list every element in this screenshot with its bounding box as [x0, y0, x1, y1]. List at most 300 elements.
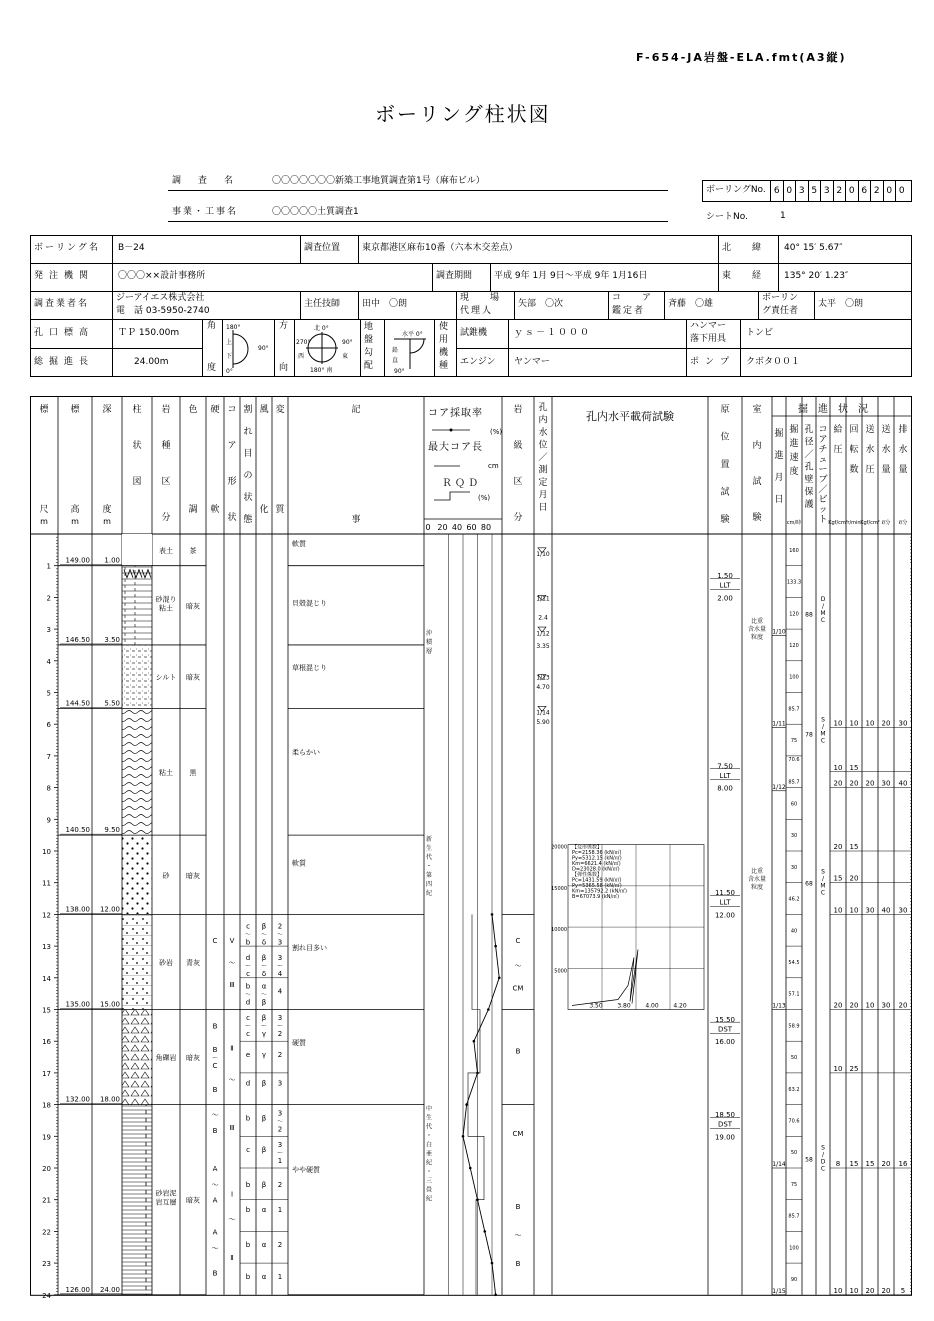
weathering-mark: α	[261, 1241, 267, 1250]
hardness-mark: B	[212, 1022, 218, 1031]
unit-m-depth: m	[103, 517, 111, 526]
lateral-test-note: 【弾性係数】	[572, 872, 603, 879]
agent-label-2: 代理人	[460, 306, 494, 316]
dir-mark-s: 180° 南	[310, 367, 333, 374]
core-shape-header: コア形状	[227, 405, 237, 523]
boring-no-digit: 2	[870, 180, 883, 202]
crack-mark: e	[245, 1050, 251, 1059]
angle-label-2: 度	[207, 363, 217, 373]
elev-label: 孔口標高	[34, 328, 95, 338]
crack-mark: 〜	[244, 991, 252, 999]
core-shape-mark: 〜	[228, 1215, 236, 1224]
machine-label: 使用機種	[439, 322, 449, 371]
rock-grade-mark: B	[515, 1203, 521, 1212]
in-situ-mark: 1.50	[717, 572, 733, 581]
drill-param-mark: 20	[833, 1001, 843, 1010]
core-tube-mark: /	[821, 602, 825, 610]
rig-label: 試錐機	[460, 328, 488, 338]
rqd-label: ＲＱＤ	[442, 478, 481, 489]
weathering-mark: γ	[261, 1030, 267, 1039]
core-tube-mark: /	[821, 1151, 825, 1159]
core-recovery-point	[498, 977, 501, 980]
core-recovery-point	[491, 1262, 494, 1265]
lab-test-mark: 粒度	[750, 884, 764, 892]
crack-mark: c	[246, 1145, 250, 1154]
weathering-mark: β	[261, 953, 267, 962]
angle-label-1: 角	[207, 321, 217, 331]
crack-mark: c	[246, 922, 250, 931]
core-recovery-point	[491, 913, 494, 916]
progress-rate-mark: 85.7	[788, 779, 800, 786]
layer-elevation: 146.50	[65, 635, 90, 644]
in-situ-mark: 15.50	[714, 1016, 736, 1025]
in-situ-test-header: 原位置試験	[720, 405, 730, 525]
progress-month-mark: 1/10	[772, 628, 786, 636]
angle-mark-up: 上	[226, 339, 233, 346]
alteration-mark: 〜	[276, 931, 284, 939]
layer-description: 貝殻混じり	[292, 599, 327, 608]
lateral-test-note: Km=135792.2 (kN/㎡)	[572, 888, 628, 895]
lateral-test-curve	[572, 950, 638, 1006]
core-recovery-label: コア採取率	[428, 408, 483, 419]
core-tube-header: コアチューブ／ビット	[818, 425, 828, 525]
layer-depth: 3.50	[104, 635, 120, 644]
period-label: 調査期間	[436, 271, 473, 281]
drill-param-mark: 15	[833, 874, 843, 883]
layer-color: 黒	[189, 768, 197, 777]
alteration-mark: 2	[277, 1241, 283, 1250]
progress-month-mark: 1/13	[772, 1002, 786, 1010]
weathering-mark: α	[261, 1206, 267, 1215]
core-recovery-point	[483, 1230, 486, 1233]
layer-pattern	[122, 914, 152, 1009]
core-recovery-point	[487, 1008, 490, 1011]
period: 平成 9年 1月 9日〜平成 9年 1月16日	[494, 271, 648, 281]
dir-label-1: 方	[279, 321, 289, 331]
scale-tick-label: 20	[42, 1165, 51, 1173]
crack-mark: d	[245, 953, 251, 962]
progress-rate-mark: 58.9	[788, 1023, 800, 1030]
agent-label-1: 現 場	[460, 293, 506, 303]
lateral-test-note: Km=6621.4 (kN/㎡)	[572, 861, 621, 868]
rig: ｙｓ－１０００	[514, 328, 592, 338]
layer-rock-type: 岩互層	[155, 1198, 177, 1207]
project-label: 事業・工事名	[172, 207, 239, 217]
scale-tick-label: 1	[46, 562, 51, 571]
rock-grade-mark: C	[515, 936, 521, 945]
in-situ-mark: 8.00	[717, 784, 733, 793]
alteration-mark: 1	[277, 1206, 283, 1215]
lateral-test-y-tick: 5000	[554, 968, 567, 975]
progress-rate-mark: 60	[790, 801, 798, 808]
core-recovery-point	[494, 945, 497, 948]
rock-grade-mark: B	[515, 1260, 521, 1269]
crack-mark: b	[245, 1272, 251, 1281]
info-table	[30, 235, 912, 377]
alteration-mark: 3	[277, 1109, 283, 1118]
weathering-mark: 〜	[260, 991, 268, 999]
water-level-mark: 1/11	[536, 595, 550, 603]
drill-param-mark: 10	[865, 719, 875, 728]
layer-color: 暗灰	[186, 1054, 200, 1063]
drill-param-mark: 20	[849, 874, 859, 883]
progress-rate-mark: 100	[789, 674, 799, 681]
boring-name: B－24	[118, 243, 145, 253]
boring-no-digit: 0	[783, 180, 796, 202]
weathering-mark: α	[261, 1272, 267, 1281]
alteration-mark: 4	[277, 969, 283, 978]
progress-month-mark: 1/14	[772, 1161, 786, 1168]
progress-rate-mark: 160	[789, 547, 799, 554]
weathering-mark: α	[261, 982, 267, 991]
progress-rate-mark: 70.6	[788, 757, 800, 764]
hole-dia-header: 孔径／孔壁保護	[804, 425, 814, 510]
layer-depth: 18.00	[99, 1095, 120, 1104]
drain-volume-header: 排水量	[898, 425, 908, 475]
sheet-value: 1	[780, 211, 786, 221]
hardness-mark: A	[212, 1165, 218, 1173]
dir-mark-w: 西	[298, 353, 305, 360]
angle-mark-0: 0°	[226, 368, 233, 375]
lateral-test-x-tick: 4.00	[645, 1002, 659, 1010]
hardness-mark: 〜	[211, 1054, 219, 1062]
rock-grade-header: 岩級区分	[513, 405, 523, 523]
drill-param-mark: 15	[849, 843, 859, 851]
core-tube-mark: M	[820, 609, 826, 617]
crack-mark: c	[246, 1014, 250, 1023]
alteration-mark: 1	[277, 1272, 283, 1281]
core-recovery-point	[462, 1135, 465, 1138]
water-level-mark: 5.90	[536, 719, 550, 727]
water-level-mark: 4.70	[536, 684, 550, 692]
lat: 40° 15′ 5.67″	[784, 243, 843, 253]
core-recovery-tick: 80	[480, 523, 492, 532]
scale-header: 標尺	[39, 405, 49, 515]
in-situ-mark: DST	[717, 1025, 733, 1034]
contractor-tel: 電 話 03-5950-2740	[116, 306, 210, 316]
drill-param-mark: 16	[898, 1160, 908, 1168]
lateral-test-header: 孔内水平載荷試験	[586, 410, 674, 423]
alteration-mark: 4	[277, 987, 283, 996]
weathering-mark: β	[261, 1180, 267, 1189]
format-code: F-654-JA岩盤-ELA.fmt(A3縦)	[636, 51, 847, 64]
drill-param-mark: 20	[881, 1286, 891, 1295]
lab-test-mark: 含水量	[747, 625, 767, 633]
weathering-mark: 〜	[260, 931, 268, 939]
dir-mark-90: 90°	[342, 339, 353, 346]
layer-depth: 15.00	[99, 1000, 120, 1009]
drill-param-mark: 10	[833, 1286, 843, 1295]
core-recovery-point	[469, 1167, 472, 1170]
lateral-test-x-tick: 4.20	[673, 1002, 687, 1010]
drill-param-mark: 20	[881, 1160, 891, 1168]
lateral-test-note: Py=5365.58 (kN/㎡)	[572, 883, 622, 890]
boring-no-digit: 0	[895, 180, 908, 202]
alteration-header: 変質	[275, 405, 285, 515]
project-value: 〇〇〇〇〇土質調査1	[272, 207, 359, 217]
layer-rock-type: 砂	[162, 871, 170, 880]
water-level-header: 孔内水位／測定月日	[538, 403, 548, 513]
resp-label-1: ボーリン	[762, 293, 799, 303]
alteration-mark: 〜	[276, 1118, 284, 1126]
layer-rock-type: 粘土	[159, 604, 173, 613]
progress-rate-mark: 85.7	[788, 706, 800, 713]
progress-rate-header: 掘進速度	[789, 425, 799, 477]
layer-rock-type: 砂混り	[155, 595, 177, 604]
core-tube-mark: /	[821, 723, 825, 731]
boring-no-digit: 3	[820, 180, 833, 202]
crack-mark: 〜	[244, 931, 252, 939]
in-situ-mark: 11.50	[714, 889, 736, 898]
core-tube-mark: C	[820, 889, 826, 897]
lon-label: 東 経	[722, 271, 768, 281]
depth-label: 総掘進長	[34, 357, 95, 367]
core-recovery-legend-dot	[450, 429, 453, 432]
progress-rate-mark: 85.7	[788, 1213, 800, 1220]
core-tube-mark: D	[820, 1158, 826, 1166]
agent: 矢部 〇次	[518, 299, 564, 309]
core-shape-mark: 〜	[228, 1076, 236, 1085]
in-situ-mark: 2.00	[717, 594, 733, 603]
drill-param-mark: 30	[898, 719, 908, 728]
lon: 135° 20′ 1.23″	[784, 271, 849, 281]
hardness-mark: A	[212, 1228, 218, 1237]
lateral-test-y-tick: 10000	[551, 927, 567, 934]
alteration-mark: 3	[277, 938, 283, 947]
water-pressure-header: 送水圧	[865, 425, 875, 475]
hardness-mark: B	[212, 1269, 218, 1278]
location: 東京都港区麻布10番（六本木交差点）	[362, 243, 518, 253]
layer-color: 暗灰	[186, 1196, 200, 1205]
crack-mark: b	[245, 1114, 251, 1123]
core-tube-mark: /	[821, 875, 825, 883]
layer-rock-type: 砂岩泥	[155, 1189, 177, 1198]
crack-mark: b	[245, 1241, 251, 1250]
progress-rate-mark: 133.3	[786, 579, 802, 586]
water-level-mark: 3.35	[536, 642, 550, 650]
survey-name-label: 調 査 名	[172, 176, 238, 186]
in-situ-mark: LLT	[719, 898, 731, 907]
lateral-test-note: 【変形係数】	[572, 844, 603, 851]
drill-param-mark: 10	[865, 1001, 875, 1010]
drill-param-mark: 40	[898, 779, 908, 788]
layer-pattern	[122, 534, 152, 566]
weathering-mark: δ	[261, 938, 267, 947]
scale-tick-label: 16	[42, 1038, 51, 1047]
hammer-label-1: ハンマー	[690, 321, 727, 331]
water-pressure-unit: Kgf/cm²	[860, 520, 880, 526]
boring-no-digit: 3	[795, 180, 808, 202]
layer-color: 茶	[189, 546, 197, 555]
layer-depth: 12.00	[99, 905, 120, 914]
core-recovery-tick: 40	[451, 523, 463, 532]
drill-param-mark: 5	[900, 1286, 906, 1295]
core-shape-mark: 〜	[228, 958, 236, 967]
core-tube-mark: S	[821, 716, 825, 724]
drill-param-mark: 25	[849, 1064, 859, 1073]
weathering-mark: β	[261, 1114, 267, 1123]
layer-pattern	[122, 835, 152, 914]
max-core-unit: cm	[488, 462, 499, 470]
water-level-mark: 1/10	[536, 551, 550, 559]
drill-param-mark: 10	[849, 719, 859, 728]
progress-rate-mark: 30	[790, 864, 798, 871]
pump-label: ポンプ	[690, 357, 736, 367]
boring-no-label: ボーリングNo.	[706, 185, 766, 195]
layer-pattern	[122, 1010, 152, 1105]
crack-mark: c	[246, 1030, 250, 1039]
hardness-mark: A	[212, 1196, 218, 1205]
in-situ-mark: DST	[717, 1120, 733, 1129]
drill-param-mark: 20	[865, 779, 875, 788]
lateral-test-note: Py=5312.15 (kN/㎡)	[572, 855, 622, 862]
layer-depth: 24.00	[99, 1285, 120, 1294]
scale-tick-label: 6	[46, 721, 51, 730]
in-situ-mark: 18.50	[714, 1111, 736, 1120]
rock-grade-mark: CM	[512, 984, 524, 993]
layer-elevation: 126.00	[65, 1285, 90, 1294]
layer-rock-type: 粘土	[159, 768, 173, 777]
drill-param-mark: 20	[833, 779, 843, 788]
layer-depth: 9.50	[104, 826, 120, 835]
progress-rate-mark: 50	[790, 1150, 798, 1157]
hardness-mark: B	[212, 1045, 218, 1054]
in-situ-mark: LLT	[719, 581, 731, 590]
weathering-mark: 〜	[260, 1023, 268, 1031]
drill-param-mark: 15	[849, 763, 859, 772]
drill-param-mark: 20	[898, 1001, 908, 1010]
core-tube-mark: C	[820, 616, 826, 624]
weathering-mark: γ	[261, 1050, 267, 1059]
elev: ＴＰ 150.00m	[118, 328, 180, 338]
alteration-mark: 2	[277, 1125, 283, 1134]
core-tube-mark: C	[820, 737, 826, 745]
weathering-mark: δ	[261, 969, 267, 978]
progress-rate-mark: 100	[789, 1245, 799, 1252]
rock-type-header: 岩種区分	[161, 405, 171, 523]
drill-param-mark: 10	[849, 1286, 859, 1295]
alteration-mark: 〜	[276, 962, 284, 970]
scale-tick-label: 9	[46, 816, 51, 825]
boring-log-chart	[30, 396, 912, 1300]
core-tube-mark: M	[820, 882, 826, 890]
layer-elevation: 149.00	[65, 556, 90, 565]
core-shape-mark: Ⅱ	[230, 1253, 234, 1262]
sheet-label: シートNo.	[706, 212, 748, 222]
resp-label-2: グ責任者	[762, 306, 799, 316]
core-recovery-tick: 20	[437, 523, 448, 532]
hammer-label-2: 落下用具	[690, 334, 727, 344]
layer-pattern	[122, 645, 152, 708]
rotation-unit: r/min	[847, 520, 861, 526]
core-recovery-point	[494, 1294, 497, 1297]
engine: ヤンマー	[514, 357, 550, 367]
dir-mark-e: 東	[342, 353, 349, 360]
alteration-mark: 3	[277, 1140, 283, 1149]
scale-tick-label: 8	[46, 784, 51, 793]
layer-description: 軟質	[292, 540, 306, 548]
layer-depth: 5.50	[104, 699, 120, 708]
layer-description: やや硬質	[292, 1166, 320, 1174]
scale-tick-label: 14	[42, 974, 51, 983]
hardness-mark: B	[212, 1085, 218, 1094]
layer-elevation: 144.50	[65, 699, 90, 708]
lateral-test-note: Pc=2158.36 (kN/㎡)	[572, 850, 622, 857]
core-recovery-tick: 60	[466, 523, 477, 532]
depth: 24.00m	[134, 357, 169, 367]
scale-tick-label: 11	[42, 879, 51, 888]
hole-dia-mark: 78	[805, 731, 813, 739]
layer-color: 青灰	[186, 958, 200, 967]
layer-rock-type: 角礫岩	[155, 1054, 177, 1063]
layer-description: 割れ目多い	[292, 944, 327, 953]
boring-no-digit: 2	[833, 180, 846, 202]
water-volume-unit: ℓ/分	[881, 520, 891, 526]
rock-grade-mark: CM	[512, 1130, 524, 1139]
progress-rate-mark: 40	[790, 928, 798, 935]
drill-param-mark: 15	[849, 1160, 859, 1168]
layer-elevation: 138.00	[65, 905, 90, 914]
crack-mark: c	[246, 969, 250, 978]
hammer: トンビ	[746, 328, 774, 338]
crack-mark: b	[245, 1206, 251, 1215]
layer-rock-type: 砂岩	[159, 958, 173, 967]
in-situ-mark: LLT	[719, 771, 731, 780]
progress-rate-mark: 70.6	[788, 1118, 800, 1125]
progress-rate-mark: 46.2	[788, 896, 800, 903]
progress-rate-mark: 90	[790, 1276, 798, 1283]
layer-description: 軟質	[292, 859, 306, 868]
angle-mark-down: 下	[226, 353, 233, 360]
layer-depth: 1.00	[104, 556, 120, 565]
alteration-mark: 1	[277, 1156, 283, 1165]
layer-rock-type: 表土	[159, 546, 173, 555]
water-level-mark: 1/13	[536, 674, 550, 682]
ground-label: 地盤勾配	[364, 322, 374, 371]
progress-rate-mark: 63.2	[788, 1086, 800, 1093]
lateral-test-x-tick: 3.50	[589, 1002, 603, 1010]
scale-tick-label: 13	[42, 943, 51, 952]
drill-param-mark: 10	[833, 1064, 843, 1073]
alteration-mark: 2	[277, 922, 283, 931]
core-recovery-point	[473, 1040, 476, 1043]
lab-test-header: 室内試験	[752, 405, 762, 523]
alteration-mark: 3	[277, 1079, 283, 1088]
crack-mark: b	[245, 938, 251, 947]
alteration-mark: 3	[277, 953, 283, 962]
lab-test-mark: 比重	[750, 617, 764, 625]
core-recovery-line	[463, 914, 499, 1294]
survey-name-rule	[168, 190, 668, 191]
description-header: 記事	[351, 405, 361, 525]
hardness-mark: C	[212, 936, 218, 945]
drill-param-mark: 20	[833, 843, 843, 851]
drill-param-mark: 20	[881, 719, 891, 728]
core: 斉藤 〇雄	[668, 299, 714, 309]
page-title: ボーリング柱状図	[375, 102, 551, 126]
progress-rate-mark: 120	[789, 611, 799, 618]
core-label-1: コ ア	[612, 293, 658, 303]
column-header: 柱状図	[132, 405, 142, 487]
scale-tick-label: 22	[42, 1228, 51, 1237]
weathering-mark: β	[261, 1145, 267, 1154]
lab-test-mark: 粒度	[750, 633, 764, 641]
chief-label: 主任技師	[304, 299, 341, 309]
scale-tick-label: 10	[42, 848, 51, 856]
crack-mark: b	[245, 982, 251, 991]
in-situ-mark: 16.00	[714, 1038, 736, 1047]
crack-header: 割れ目の状態	[243, 405, 253, 525]
